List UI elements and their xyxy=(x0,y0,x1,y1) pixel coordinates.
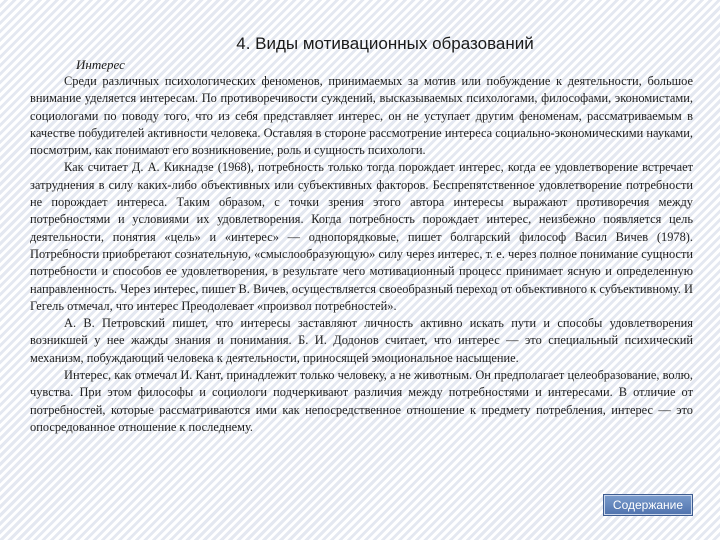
slide-title: 4. Виды мотивационных образований xyxy=(236,34,534,53)
contents-button[interactable]: Содержание xyxy=(603,494,693,516)
paragraph-1: Среди различных психологических феноменов, принимаемых за мотив или побуждение к деятельности, большое внимание уделяется интересам. По противоречивости суждений, высказываемых психологами, философами, экономистами, социологами по поводу того, что из себя представляет интерес, он не уступает другим феноменам, рассматриваемым в качестве побудителей активности человека. Оставляя в стороне рассмотрение интереса социально-экономическими науками, посмотрим, как понимают его возникновение, роль и сущность психологи. xyxy=(30,74,693,158)
section-heading: Интерес xyxy=(76,57,125,72)
paragraph-2: Как считает Д. А. Кикнадзе (1968), потребность только тогда порождает интерес, когда ее удовлетворение встречает затруднения в силу каких-либо объективных или субъективных факторов. Беспрепятственное удовлетворение потребности не порождает интереса. Таким образом, с точки зрения этого автора интересы выражают противоречия между потребностями и условиями их удовлетворения. Когда потребность порождает интерес, неизбежно появляется цель деятельности, понятия «цель» и «интерес» — однопорядковые, пишет болгарский философ Васил Вичев (1978). Потребности приобретают сознательную, «смыслообразующую» силу через интерес, т. е. через полное понимание сущности потребности и способов ее удовлетворения, в результате чего мотивационный процесс принимает ясную и определенную направленность. Через интерес, пишет В. Вичев, осуществляется своеобразный переход от объективного к субъективному. И Гегель отмечал, что интерес Преодолевает «произвол потребностей». xyxy=(30,160,693,313)
body-text xyxy=(30,73,693,436)
paragraph-3: А. В. Петровский пишет, что интересы заставляют личность активно искать пути и способы удовлетворения возникшей у нее жажды знания и понимания. Б. И. Додонов считает, что интерес — это специальный психический механизм, побуждающий человека к деятельности, приносящей эмоциональное насыщение. xyxy=(30,316,693,365)
paragraph-4: Интерес, как отмечал И. Кант, принадлежит только человеку, а не животным. Он предполагает целеобразование, волю, чувства. При этом философы и социологи подчеркивают различия между потребностями и интересами. В отличие от потребностей, которые рассматриваются ими как непосредственное отношение к предмету потребления, интерес — это опосредованное отношение к последнему. xyxy=(30,368,693,434)
